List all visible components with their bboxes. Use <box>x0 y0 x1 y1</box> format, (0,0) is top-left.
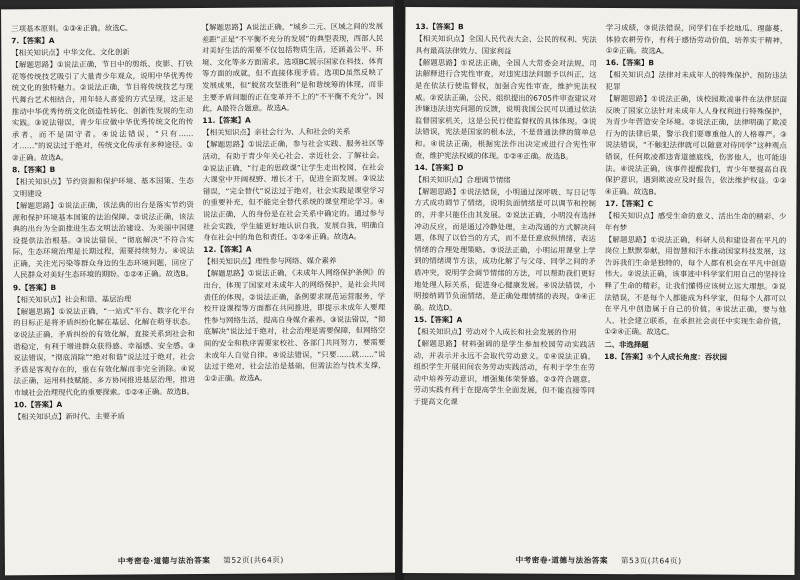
paragraph: 14.【答案】D <box>414 162 464 172</box>
paragraph: 【相关知识点】理性参与网络、媒介素养 <box>203 256 337 267</box>
paragraph: 【相关知识点】全国人民代表大会、公民的权利、宪法具有最高法律效力、国家利益 <box>415 34 597 56</box>
right-columns <box>413 21 788 549</box>
paragraph: 【解题思路】①说法正确，该法典的出台是落实节约资源和保护环境基本国策的法治保障。②说法正确，该法典的出台为全面推进生态文明法治建设、为美丽中国建设提供法治根基。③说法错误，“彻底解决”不符合实际，生态环境治理是长期过程，需要持续努力。④说法正确，关注光污染等群众身边的生态环境问题，回应了人民群众对美好生态环境的期盼。①②④正确。故选B。 <box>12 199 195 280</box>
footer-title: 中考密卷·道德与法治答案 <box>515 555 609 566</box>
paragraph: 【解题思路】①说法错误，小明通过深呼吸、写日记等方式成功调节了情绪，说明负面情绪是可以调节和控制的，并非只能任由其发展。②说法正确，小明没有选择冲动反应，而是通过冷静处理，主动沟通的方式解决问题，体现了以恰当的方式，而不是任意放纵情绪，表达情绪的合理处理策略。③说法正确，小明运用课堂上学到的情绪调节方法，成功化解了与父母、同学之间的矛盾冲突，说明学会调节情绪的方法，可以帮助我们更好地处理人际关系，促进身心健康发展。④说法错误，小明接纳调节负面情绪，是正确处理情绪的表现。③④正确。故选D。 <box>413 186 597 312</box>
right-column-1 <box>413 21 597 548</box>
paragraph: 二、非选择题 <box>604 339 649 349</box>
paragraph: 【解题思路】材料强调的是学生参加校园劳动实践活动，并表示并永远不会取代劳动意义。①④说法正确，组织学生开展田间农务劳动实践活动，有利于学生在劳动中培养劳动意识，增强集体荣誉感。②③符合题意。劳动实践有利于在提高学生全面发展，但不能直接等同于提高文化课 <box>413 339 596 407</box>
paragraph: 【解题思路】①说法正确，《未成年人网络保护条例》的出台，体现了国家对未成年人的网络保护，是社会共同责任的体现。②说法正确，条例要求规范运营服务，学校开设课程等方面都在共同推进，即提示未成年人要理性参与网络生活，提高自身媒介素养。③说法错误，“彻底解决”说法过于绝对，社会治理是需要保障，但网络空间的安全和秩序需要家校社、各部门共同努力，要需要未成年人自觉自律。④说法错误，“只要……就……”说法过于绝对，社会法治是基础，但需法治与技术支撑，①②正确。故选A。 <box>203 268 386 383</box>
paragraph: 11.【答案】A <box>202 115 251 126</box>
left-column-1 <box>11 22 196 549</box>
paragraph: 学习成绩，③说法错误，同学们在手挖地瓜、理藤蔓、体验农耕劳作，有利于感悟劳动价值，培养实干精神，①②正确。故选A。 <box>605 23 788 56</box>
paragraph: 【解题思路】①说法正确，参与社会实践、服务社区等活动，有助于青少年关心社会、亲近社会、了解社会。②说法正确，“行走的思政课”让学生走出校园，在社会大课堂中开阔视野、增长才干，促进全面发展。③说法错误，“完全替代”说法过于绝对，社会实践是课堂学习的重要补充，但不能完全替代系统的课堂理论学习。④说法正确，人的身份是在社会关系中确定的。通过参与社会实践，学生能更好地认识自我，发展自我，明确自身在社会中的角色和责任。①②④正确。故选A。 <box>202 139 385 243</box>
left-page <box>1 7 397 576</box>
paragraph: 【解题思路】①说法正确，科研人员和建设者在平凡的岗位上默默奉献，用智慧和汗水推动国家科技发展，这告诉我们生命是独特的，每个人都有机会在平凡中创造伟大。②说法正确，该事迹中科学家们用自己的坚持诠释了生命的精彩，让我们懂得应该树立远大理想。③说法错误，不是每个人都能成为科学家，但每个人都可以在平凡中创造属于自己的价值。④说法正确，要与他人、社会建立联系，在承担社会责任中实现生命价值，①②④正确。故选C。 <box>604 234 787 337</box>
footer-title: 中考密卷·道德与法治答案 <box>117 555 211 566</box>
paragraph: 10.【答案】A <box>13 399 63 410</box>
paragraph: 【相关知识点】新时代、主要矛盾 <box>13 411 125 422</box>
paragraph: 【解题思路】①说法正确，全国人大常委会对法规、司法解释进行合宪性审查，对违宪违法问题予以纠正，这是在依法行使监督权，加强合宪性审查，维护宪法权威。②说法正确，公民、组织提出的6705件审查建议对涉嫌违法违宪问题的反馈，说明我国公民可以通过依法监督国家机关，这是公民行使监督权的具体体现。③说法错误，宪法是国家的根本法，不是普通法律的简单总和。④说法正确，根据宪法作出决定或进行合宪性审查，维护宪法权威的体现。①②④正确。故选B。 <box>414 57 597 161</box>
paragraph: 【相关知识点】感受生命的意义、活出生命的精彩、少年有梦 <box>604 211 787 232</box>
left-footer <box>5 554 397 568</box>
paragraph: 12.【答案】A <box>203 244 252 255</box>
paragraph: 17.【答案】C <box>604 198 654 209</box>
paragraph: 【解题思路】①说法正确，“一站式”平台、数字化平台的目标正是将矛盾纠纷化解在基层、化解在萌芽状态。②说法正确，矛盾纠纷的有效化解，直接关系到社会和谐稳定，有利于增进群众获得感、幸福感、安全感。③说法错误，“彻底消除”“绝对和谐”说法过于绝对，社会矛盾是客观存在的，重在有效化解而非完全消除。④说法正确，运用科技赋能、多方协同推进基层治理，推进市域社会治理现代化的重要探索。①②④正确。故选B。 <box>13 305 196 398</box>
paragraph: 【解题思路】①说法正确，该校园欺凌事件在法律层面反映了国家立法针对未成年人人身权利进行特殊保护，为青少年营造安全环境。②说法正确，法律明确了欺凌行为的法律后果，警示我们要尊重他人的人格尊严。③说法错误，“不触犯法律就可以随意对待同学”这种观点错误，任何欺凌都违背道德底线，伤害他人，也可能违法。④说法正确，该事件提醒我们，青少年要提高自我保护意识，遇到欺凌应及时报告，依法维护权益。①②④正确。故选B。 <box>604 94 788 197</box>
paragraph: 18.【答案】①个人成长角度：吞状园 <box>604 351 728 362</box>
paragraph: 9.【答案】B <box>12 282 57 292</box>
paragraph: 三项基本原则。①③④正确。故选C。 <box>11 23 133 34</box>
paragraph: 【相关知识点】合理调节情绪 <box>414 174 511 185</box>
footer-page-number: 第53页(共64页) <box>620 556 682 566</box>
left-columns <box>11 21 387 550</box>
right-column-2 <box>603 22 787 549</box>
paragraph: 【相关知识点】社会和谐、基层治理 <box>13 294 132 304</box>
paragraph: 【解题思路】①说法正确，节日中的剪纸、皮影、打铁花等传统技艺吸引了大量青少年观众，说明中华优秀传统文化的独特魅力。②说法正确，节目将传统技艺与现代舞台艺术相结合，用年轻人喜爱的方式呈现，这正是推动中华优秀传统文化创造性转化、创新性发展的生动实践。③说法错误，青少年应做中华优秀传统文化的传承者，而不是固守者。④说法错误，“只有……才……”的说法过于绝对，传统文化传承有多种途径。①②正确。故选A。 <box>11 59 194 163</box>
paragraph: 8.【答案】B <box>12 165 56 175</box>
paragraph: 【相关知识点】中华文化、文化创新 <box>11 47 130 58</box>
paragraph: 16.【答案】B <box>605 58 655 68</box>
footer-page-number: 第52页(共64页) <box>223 555 284 565</box>
left-column-2 <box>202 21 387 548</box>
right-page <box>403 7 798 575</box>
paragraph: 【相关知识点】法律对未成年人的特殊保护、预防违法犯罪 <box>605 70 788 92</box>
paragraph: 13.【答案】B <box>415 22 464 32</box>
paragraph: 15.【答案】A <box>413 314 463 325</box>
paragraph: 【相关知识点】劳动对个人成长和社会发展的作用 <box>413 326 577 337</box>
paragraph: 【相关知识点】节约资源和保护环境、基本国策、生态文明建设 <box>12 176 194 199</box>
paragraph: 7.【答案】A <box>11 36 55 46</box>
paragraph: 【解题思路】A说法正确，“城乡二元、区域之间的发展差距”正是“不平衡不充分的发展”的典型表现，西部人民对美好生活的需要不仅包括物质生活，还涵盖公平、环境、文化等多方面需求。选项BC展示国家在科技、体育等方面的成就，但不直接体现矛盾。选项D虽然反映了发展成果，但“脱贫攻坚胜利”是和谐统筹的体现，而非主要矛盾问题的正在变革并不上的“不平衡不充分”。因此，A最符合题意。故选A。 <box>201 21 384 114</box>
right-footer <box>403 554 795 567</box>
paragraph: 【相关知识点】亲社会行为、人和社会的关系 <box>202 127 351 138</box>
